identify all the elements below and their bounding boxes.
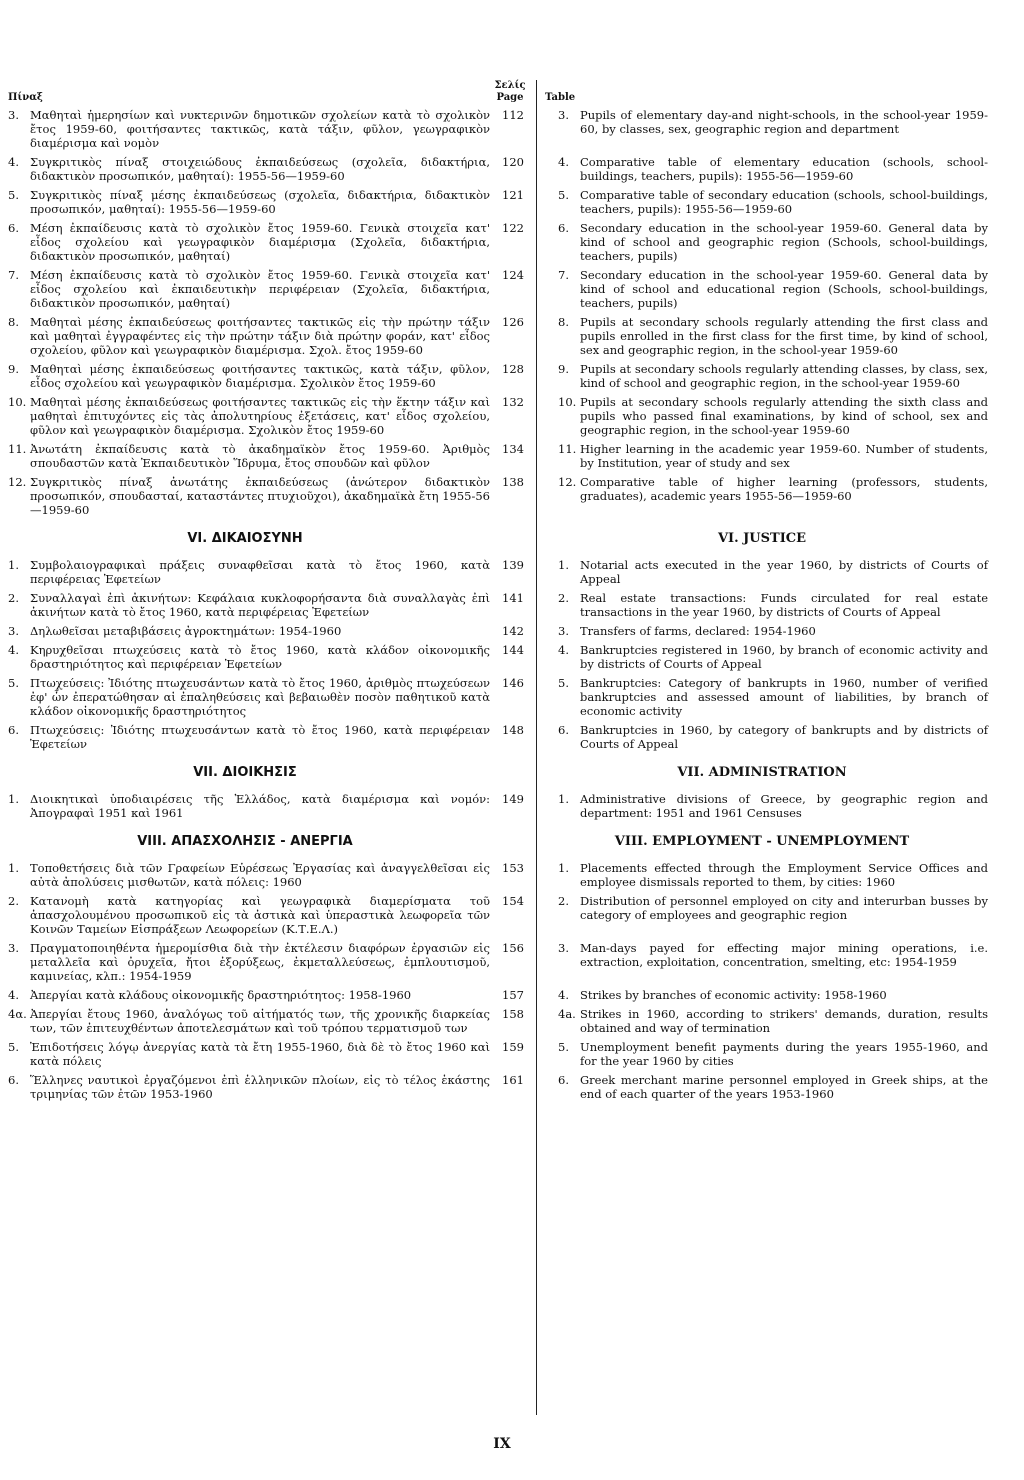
table-row: [0, 591, 1024, 619]
entry-title-en: Transfers of farms, declared: 1954-1960: [580, 624, 816, 638]
entry-number-gr: 5.: [8, 1040, 19, 1054]
table-row: [0, 221, 1024, 263]
entry-number-gr: 5.: [8, 188, 19, 202]
entry-title-gr: Μαθηταὶ ἡμερησίων καὶ νυκτερινῶν δημοτικῶν σχολείων κατὰ τὸ σχολικὸν ἔτος 1959-60, φοιτήσαντες τακτικῶς, κατὰ τάξιν, φῦλον, γεωγραφικὸν διαμέρισμα καὶ νομὸν: [30, 108, 490, 150]
header-page-gr: Σελίς: [494, 80, 526, 91]
entry-title-en: Pupils of elementary day-and night-schools, in the school-year 1959-60, by classes, sex, geographic region and department: [580, 108, 988, 136]
entry-number-en: 6.: [558, 723, 569, 737]
table-row: [0, 268, 1024, 310]
entry-greek: [0, 643, 490, 671]
entry-title-gr: Διοικητικαὶ ὑποδιαιρέσεις τῆς Ἑλλάδος, κατὰ διαμέρισμα καὶ νομόν: Ἀπογραφαὶ 1951 καὶ 1961: [30, 792, 490, 820]
entry-number-gr: 3.: [8, 108, 19, 122]
entry-title-gr: Πραγματοποιηθέντα ἡμερομίσθια διὰ τὴν ἐκτέλεσιν διαφόρων ἐργασιῶν εἰς μεταλλεῖα καὶ ὀρυχεῖα, ἤτοι ἐξορύξεως, ἐκμεταλλεύσεως, ἐμπλουτισμοῦ, καμινείας, κλπ.: 1954-1959: [30, 941, 490, 983]
entry-number-en: 6.: [558, 221, 569, 235]
entry-page: 126: [502, 315, 524, 329]
section-title-gr: VII. ΔΙΟΙΚΗΣΙΣ: [193, 765, 297, 780]
entry-greek-item: [8, 362, 490, 390]
entry-english-item: [558, 792, 988, 820]
entry-page: 154: [502, 894, 524, 908]
table-row: [0, 643, 1024, 671]
entry-page: 156: [502, 941, 524, 955]
entry-title-en: Notarial acts executed in the year 1960, by districts of Courts of Appeal: [580, 558, 988, 586]
entry-page: 141: [502, 591, 524, 605]
entry-title-en: Pupils at secondary schools regularly attending the first class and pupils enrolled in the first class for the first time, by kind of school, sex and geographic region, in the school-year 1959-60: [580, 315, 988, 357]
entry-greek: [0, 1007, 490, 1035]
entry-english: [558, 362, 988, 390]
section-title-en: VII. ADMINISTRATION: [677, 765, 847, 780]
header-page-en: Page: [496, 92, 524, 103]
entry-english-item: [558, 941, 988, 969]
entry-english: [558, 894, 988, 936]
entry-greek: [0, 591, 490, 619]
entry-title-en: Bankruptcies registered in 1960, by branch of economic activity and by districts of Courts of Appeal: [580, 643, 988, 671]
entry-title-en: Comparative table of higher learning (professors, students, graduates), academic years 1955-56—1959-60: [580, 475, 988, 503]
entry-number-gr: 2.: [8, 894, 19, 908]
entry-number-en: 5.: [558, 1040, 569, 1054]
entry-title-gr: Πτωχεύσεις: Ἰδιότης πτωχευσάντων κατὰ τὸ ἔτος 1960, κατὰ περιφέρειαν Ἐφετείων: [30, 723, 490, 751]
entry-title-en: Secondary education in the school-year 1959-60. General data by kind of school and educational region (Schools, school-buildings, teachers, pupils): [580, 268, 988, 310]
table-row: [0, 941, 1024, 983]
entry-number-en: 3.: [558, 941, 569, 955]
entry-number-gr: 6.: [8, 221, 19, 235]
entry-number-gr: 3.: [8, 941, 19, 955]
entry-greek-item: [8, 268, 490, 310]
entry-number-gr: 6.: [8, 1073, 19, 1087]
entry-title-en: Comparative table of secondary education (schools, school-buildings, teachers, pupils): 1955-56—1959-60: [580, 188, 988, 216]
entry-number-en: 6.: [558, 1073, 569, 1087]
entry-number-gr: 6.: [8, 723, 19, 737]
entry-greek-item: [8, 221, 490, 263]
entry-greek: [0, 395, 490, 437]
entry-english: [558, 723, 988, 751]
entry-english-item: [558, 894, 988, 922]
section-spacer: [490, 765, 536, 780]
entry-number-en: 5.: [558, 188, 569, 202]
entry-number-gr: 12.: [8, 475, 27, 489]
entry-number-gr: 10.: [8, 395, 27, 409]
header-page: [490, 80, 530, 104]
entry-greek-item: [8, 861, 490, 889]
entry-greek-item: [8, 894, 490, 936]
entry-title-en: Pupils at secondary schools regularly attending classes, by class, sex, kind of school and geographic region, in the school-year 1959-60: [580, 362, 988, 390]
entry-english: [558, 792, 988, 820]
section-spacer: [490, 531, 536, 546]
entry-number-gr: 4.: [8, 155, 19, 169]
entry-number-gr: 5.: [8, 676, 19, 690]
entry-greek: [0, 108, 490, 150]
entry-title-gr: Μαθηταὶ μέσης ἐκπαιδεύσεως φοιτήσαντες τακτικῶς εἰς τὴν πρώτην τάξιν καὶ μαθηταὶ ἐγγραφέντες εἰς τὴν πρώτην τάξιν διὰ πρώτην φοράν, κατ' εἶδος σχολείου, φῦλον καὶ γεωγραφικὸν διαμέρισμα. Σχολ. ἔτος 1959-60: [30, 315, 490, 357]
entry-title-en: Man-days payed for effecting major mining operations, i.e. extraction, exploitation, concentration, smelting, etc: 1954-1959: [580, 941, 988, 969]
entry-english: [558, 155, 988, 183]
entry-greek: [0, 941, 490, 983]
entry-english: [558, 861, 988, 889]
entry-english-item: [558, 624, 988, 638]
entry-page: 121: [502, 188, 524, 202]
entry-title-gr: Συμβολαιογραφικαὶ πράξεις συναφθεῖσαι κατὰ τὸ ἔτος 1960, κατὰ περιφέρειας Ἐφετείων: [30, 558, 490, 586]
section-title-gr: VIII. ΑΠΑΣΧΟΛΗΣΙΣ - ΑΝΕΡΓΙΑ: [137, 834, 353, 849]
entry-number-en: 11.: [558, 442, 577, 456]
table-row: [0, 1007, 1024, 1035]
entry-english: [558, 676, 988, 718]
entry-title-gr: Κηρυχθεῖσαι πτωχεύσεις κατὰ τὸ ἔτος 1960, κατὰ κλάδον οἰκονομικῆς δραστηριότητος καὶ περιφέρειαν Ἐφετείων: [30, 643, 490, 671]
entry-greek-item: [8, 315, 490, 357]
entry-greek-item: [8, 395, 490, 437]
entry-title-gr: Συγκριτικὸς πίναξ στοιχειώδους ἐκπαιδεύσεως (σχολεῖα, διδακτήρια, διδακτικὸν προσωπικόν, μαθηταί): 1955-56—1959-60: [30, 155, 490, 183]
entry-page: 157: [502, 988, 524, 1002]
entry-page: 134: [502, 442, 524, 456]
entry-english-item: [558, 108, 988, 136]
entry-english-item: [558, 1007, 988, 1035]
page-number: IX: [493, 1436, 511, 1452]
entry-number-en: 4a.: [558, 1007, 576, 1021]
entry-title-en: Placements effected through the Employment Service Offices and employee dismissals reported to them, by cities: 1960: [580, 861, 988, 889]
table-row: [0, 395, 1024, 437]
table-row: [0, 676, 1024, 718]
entry-page: 138: [502, 475, 524, 489]
entry-title-en: Real estate transactions: Funds circulated for real estate transactions in the year 1960, by districts of Courts of Appeal: [580, 591, 988, 619]
entry-number-gr: 1.: [8, 792, 19, 806]
entry-english: [558, 1007, 988, 1035]
section-title-en: VI. JUSTICE: [717, 531, 807, 546]
entry-greek-item: [8, 643, 490, 671]
entry-english-item: [558, 676, 988, 718]
table-row: [0, 1073, 1024, 1101]
table-row: [0, 315, 1024, 357]
entry-number-gr: 9.: [8, 362, 19, 376]
entry-number-gr: 1.: [8, 861, 19, 875]
entry-title-gr: Ἀπεργίαι κατὰ κλάδους οἰκονομικῆς δραστηριότητος: 1958-1960: [30, 988, 412, 1002]
entry-greek: [0, 155, 490, 183]
entry-english-item: [558, 268, 988, 310]
entry-title-en: Strikes by branches of economic activity: 1958-1960: [580, 988, 887, 1002]
entry-number-gr: 7.: [8, 268, 19, 282]
table-row: [0, 362, 1024, 390]
entry-english: [558, 558, 988, 586]
entry-number-en: 4.: [558, 643, 569, 657]
entry-title-gr: Ἐπιδοτήσεις λόγῳ ἀνεργίας κατὰ τὰ ἔτη 1955-1960, διὰ δὲ τὸ ἔτος 1960 καὶ κατὰ πόλεις: [30, 1040, 490, 1068]
entry-title-en: Bankruptcies: Category of bankrupts in 1960, number of verified bankruptcies and assessed amount of liabilities, by branch of economic activity: [580, 676, 988, 718]
entry-number-en: 3.: [558, 108, 569, 122]
entry-greek: [0, 558, 490, 586]
entry-english: [558, 1040, 988, 1068]
entry-english-item: [558, 1040, 988, 1068]
entry-english-item: [558, 155, 988, 183]
entry-greek-item: [8, 988, 490, 1002]
entry-greek: [0, 1073, 490, 1101]
entry-number-en: 10.: [558, 395, 577, 409]
entry-greek: [0, 475, 490, 517]
section-title-en: VIII. EMPLOYMENT - UNEMPLOYMENT: [614, 834, 910, 849]
table-row: [0, 792, 1024, 820]
entry-title-en: Comparative table of elementary education (schools, school-buildings, teachers, pupils): 1955-56—1959-60: [580, 155, 988, 183]
entry-greek: [0, 988, 490, 1002]
entry-greek-item: [8, 941, 490, 983]
section-heading: [0, 834, 1024, 849]
entry-english-item: [558, 475, 988, 503]
entry-title-en: Bankruptcies in 1960, by category of bankrupts and by districts of Courts of Appeal: [580, 723, 988, 751]
entry-number-en: 3.: [558, 624, 569, 638]
entry-greek: [0, 723, 490, 751]
entry-greek: [0, 676, 490, 718]
entry-number-gr: 11.: [8, 442, 27, 456]
entry-english: [558, 188, 988, 216]
contents-list: [0, 108, 1024, 1106]
entry-greek-item: [8, 108, 490, 150]
table-row: [0, 894, 1024, 936]
entry-title-gr: Ἀνωτάτη ἐκπαίδευσις κατὰ τὸ ἀκαδημαϊκὸν ἔτος 1959-60. Ἀριθμὸς σπουδαστῶν κατὰ Ἐκπαιδευτικὸν Ἵδρυμα, ἔτος σπουδῶν καὶ φῦλον: [30, 442, 490, 470]
entry-greek-item: [8, 155, 490, 183]
table-row: [0, 1040, 1024, 1068]
entry-greek-item: [8, 475, 490, 517]
entry-greek: [0, 362, 490, 390]
entry-greek-item: [8, 1073, 490, 1101]
entry-number-gr: 4.: [8, 643, 19, 657]
table-row: [0, 475, 1024, 517]
entry-greek-item: [8, 676, 490, 718]
entry-english: [558, 221, 988, 263]
entry-number-en: 12.: [558, 475, 577, 489]
entry-page: 153: [502, 861, 524, 875]
entry-page: 142: [502, 624, 524, 638]
entry-english-item: [558, 221, 988, 263]
table-row: [0, 988, 1024, 1002]
entry-page: 159: [502, 1040, 524, 1054]
entry-english: [558, 315, 988, 357]
entry-english-item: [558, 442, 988, 470]
entry-page: 158: [502, 1007, 524, 1021]
entry-greek: [0, 792, 490, 820]
entry-english-item: [558, 861, 988, 889]
entry-page: 148: [502, 723, 524, 737]
entry-greek-item: [8, 1007, 490, 1035]
section-heading: [0, 765, 1024, 780]
entry-title-gr: Ἕλληνες ναυτικοὶ ἐργαζόμενοι ἐπὶ ἑλληνικῶν πλοίων, εἰς τὸ τέλος ἑκάστης τριμηνίας τῶν ἐτῶν 1953-1960: [30, 1073, 490, 1101]
entry-title-gr: Μέση ἐκπαίδευσις κατὰ τὸ σχολικὸν ἔτος 1959-60. Γενικὰ στοιχεῖα κατ' εἶδος σχολείου καὶ γεωγραφικὸν διαμέρισμα (Σχολεῖα, διδακτήρια, διδακτικὸν προσωπικόν, μαθηταί): [30, 221, 490, 263]
entry-page: 132: [502, 395, 524, 409]
entry-greek: [0, 188, 490, 216]
entry-number-gr: 3.: [8, 624, 19, 638]
entry-greek-item: [8, 624, 490, 638]
entry-number-en: 8.: [558, 315, 569, 329]
table-row: [0, 723, 1024, 751]
entry-greek: [0, 315, 490, 357]
entry-page: 122: [502, 221, 524, 235]
entry-english: [558, 624, 988, 638]
table-row: [0, 558, 1024, 586]
table-row: [0, 108, 1024, 150]
entry-number-gr: 4α.: [8, 1007, 27, 1021]
entry-title-en: Unemployment benefit payments during the years 1955-1960, and for the year 1960 by cities: [580, 1040, 988, 1068]
entry-english: [558, 988, 988, 1002]
entry-number-en: 1.: [558, 861, 569, 875]
entry-greek: [0, 268, 490, 310]
entry-title-gr: Πτωχεύσεις: Ἰδιότης πτωχευσάντων κατὰ τὸ ἔτος 1960, ἀριθμὸς πτωχεύσεων ἐφ' ὧν ἐπερατώθησαν αἱ ἐπαληθεύσεις καὶ βεβαιωθὲν ποσὸν παθητικοῦ κατὰ κλάδον οἰκονομικῆς δραστηριότητος: [30, 676, 490, 718]
entry-number-en: 1.: [558, 558, 569, 572]
section-spacer: [490, 834, 536, 849]
entry-english: [558, 941, 988, 983]
entry-title-gr: Μαθηταὶ μέσης ἐκπαιδεύσεως φοιτήσαντες τακτικῶς, κατὰ τάξιν, φῦλον, εἶδος σχολείου καὶ γεωγραφικὸν διαμέρισμα. Σχολικὸν ἔτος 1959-60: [30, 362, 490, 390]
entry-title-gr: Ἀπεργίαι ἔτους 1960, ἀναλόγως τοῦ αἰτήματός των, τῆς χρονικῆς διαρκείας των, τῶν ἐπιτευχθέντων ἀποτελεσμάτων καὶ τοῦ τρόπου τερματισμοῦ των: [30, 1007, 490, 1035]
entry-page: 124: [502, 268, 524, 282]
entry-number-en: 4.: [558, 988, 569, 1002]
entry-english-item: [558, 558, 988, 586]
table-row: [0, 861, 1024, 889]
entry-title-gr: Τοποθετήσεις διὰ τῶν Γραφείων Εὑρέσεως Ἐργασίας καὶ ἀναγγελθεῖσαι εἰς αὐτὰ ἀπολύσεις μισθωτῶν, κατὰ πόλεις: 1960: [30, 861, 490, 889]
entry-english: [558, 643, 988, 671]
section-heading: [0, 531, 1024, 546]
entry-english-item: [558, 723, 988, 751]
entry-english: [558, 475, 988, 517]
table-row: [0, 155, 1024, 183]
entry-page: 161: [502, 1073, 524, 1087]
entry-english: [558, 591, 988, 619]
entry-number-en: 7.: [558, 268, 569, 282]
entry-english-item: [558, 395, 988, 437]
entry-english: [558, 268, 988, 310]
entry-number-gr: 8.: [8, 315, 19, 329]
entry-title-gr: Μαθηταὶ μέσης ἐκπαιδεύσεως φοιτήσαντες τακτικῶς εἰς τὴν ἕκτην τάξιν καὶ μαθηταὶ ἐπιτυχόντες εἰς τὰς ἀπολυτηρίους ἐξετάσεις, κατ' εἶδος σχολείου, φῦλον καὶ γεωγραφικὸν διαμέρισμα. Σχολικὸν ἔτος 1959-60: [30, 395, 490, 437]
entry-number-gr: 4.: [8, 988, 19, 1002]
entry-english-item: [558, 988, 988, 1002]
entry-english-item: [558, 643, 988, 671]
entry-greek: [0, 221, 490, 263]
table-row: [0, 442, 1024, 470]
entry-greek-item: [8, 792, 490, 820]
entry-english-item: [558, 1073, 988, 1101]
entry-title-en: Administrative divisions of Greece, by geographic region and department: 1951 and 1961 Censuses: [580, 792, 988, 820]
entry-title-gr: Συγκριτικὸς πίναξ μέσης ἐκπαιδεύσεως (σχολεῖα, διδακτήρια, διδακτικὸν προσωπικόν, μαθηταί): 1955-56—1959-60: [30, 188, 490, 216]
entry-page: 139: [502, 558, 524, 572]
entry-page: 149: [502, 792, 524, 806]
entry-english-item: [558, 362, 988, 390]
entry-english: [558, 395, 988, 437]
entry-number-en: 9.: [558, 362, 569, 376]
entry-title-gr: Δηλωθεῖσαι μεταβιβάσεις ἀγροκτημάτων: 1954-1960: [30, 624, 342, 638]
table-row: [0, 188, 1024, 216]
entry-number-en: 2.: [558, 894, 569, 908]
entry-title-gr: Μέση ἐκπαίδευσις κατὰ τὸ σχολικὸν ἔτος 1959-60. Γενικὰ στοιχεῖα κατ' εἶδος σχολείου καὶ ἐκπαιδευτικὴν περιφέρειαν (Σχολεῖα, διδακτήρια, διδακτικὸν προσωπικόν, μαθηταί): [30, 268, 490, 310]
entry-greek-item: [8, 442, 490, 470]
entry-page: 120: [502, 155, 524, 169]
entry-title-en: Higher learning in the academic year 1959-60. Number of students, by Institution, year of study and sex: [580, 442, 988, 470]
entry-number-en: 2.: [558, 591, 569, 605]
entry-page: 128: [502, 362, 524, 376]
entry-greek: [0, 861, 490, 889]
entry-english: [558, 108, 988, 150]
entry-english-item: [558, 188, 988, 216]
entry-title-en: Greek merchant marine personnel employed in Greek ships, at the end of each quarter of the years 1953-1960: [580, 1073, 988, 1101]
entry-page: 112: [502, 108, 524, 122]
entry-page: 144: [502, 643, 524, 657]
entry-title-en: Pupils at secondary schools regularly attending the sixth class and pupils who passed final examinations, by kind of school, sex and geographic region, in the school-year 1959-60: [580, 395, 988, 437]
entry-greek-item: [8, 558, 490, 586]
entry-english-item: [558, 591, 988, 619]
entry-page: 146: [502, 676, 524, 690]
entry-greek: [0, 624, 490, 638]
header-table-en: Table: [545, 92, 576, 103]
entry-greek-item: [8, 188, 490, 216]
entry-greek: [0, 894, 490, 936]
entry-greek-item: [8, 723, 490, 751]
entry-title-gr: Συναλλαγαὶ ἐπὶ ἀκινήτων: Κεφάλαια κυκλοφορήσαντα διὰ συναλλαγὰς ἐπὶ ἀκινήτων κατὰ τὸ ἔτος 1960, κατὰ περιφέρειας Ἐφετείων: [30, 591, 490, 619]
entry-english-item: [558, 315, 988, 357]
section-title-gr: VI. ΔΙΚΑΙΟΣΥΝΗ: [187, 531, 303, 546]
entry-greek: [0, 1040, 490, 1068]
header-table-gr: Πίναξ: [8, 92, 43, 103]
table-row: [0, 624, 1024, 638]
entry-title-gr: Συγκριτικὸς πίναξ ἀνωτάτης ἐκπαιδεύσεως (ἀνώτερον διδακτικὸν προσωπικόν, σπουδασταί, καταστάντες πτυχιοῦχοι), ἀκαδημαϊκὰ ἔτη 1955-56—1959-60: [30, 475, 490, 517]
entry-number-gr: 2.: [8, 591, 19, 605]
page-footer: [0, 1436, 1024, 1452]
entry-english: [558, 1073, 988, 1101]
entry-number-en: 1.: [558, 792, 569, 806]
entry-number-gr: 1.: [8, 558, 19, 572]
entry-greek: [0, 442, 490, 470]
entry-english: [558, 442, 988, 470]
entry-title-en: Distribution of personnel employed on city and interurban busses by category of employees and geographic region: [580, 894, 988, 922]
entry-greek-item: [8, 1040, 490, 1068]
entry-greek-item: [8, 591, 490, 619]
entry-title-gr: Κατανομὴ κατὰ κατηγορίας καὶ γεωγραφικὰ διαμερίσματα τοῦ ἀπασχολουμένου προσωπικοῦ εἰς τὰ ἀστικὰ καὶ ὑπεραστικὰ λεωφορεῖα τῶν Κοινῶν Ταμείων Εἰσπράξεων Λεωφορείων (Κ.Τ.Ε.Λ.): [30, 894, 490, 936]
entry-title-en: Secondary education in the school-year 1959-60. General data by kind of school and geographic region (Schools, school-buildings, teachers, pupils): [580, 221, 988, 263]
entry-number-en: 5.: [558, 676, 569, 690]
entry-title-en: Strikes in 1960, according to strikers' demands, duration, results obtained and way of termination: [580, 1007, 988, 1035]
entry-number-en: 4.: [558, 155, 569, 169]
